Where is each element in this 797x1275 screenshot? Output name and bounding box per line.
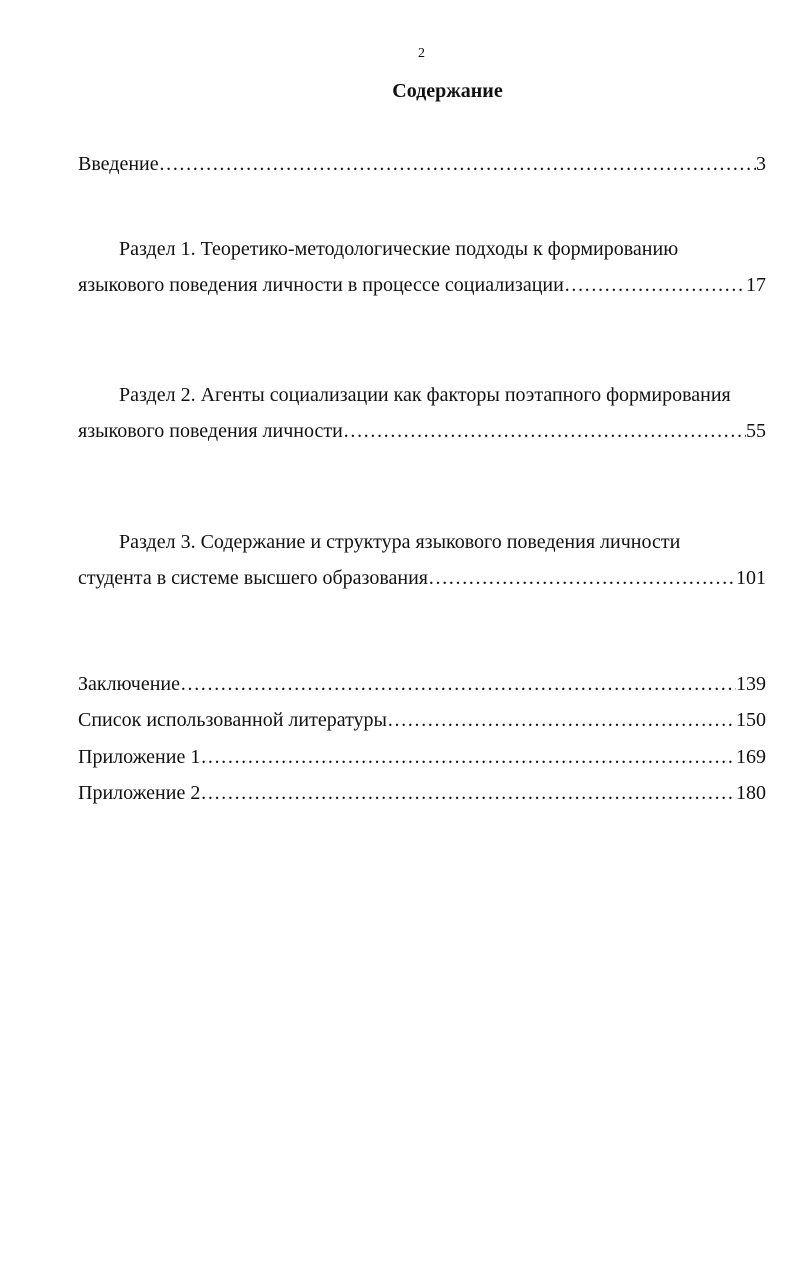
toc-label: студента в системе высшего образования bbox=[78, 567, 428, 589]
toc-heading-line: Раздел 1. Теоретико-методологические подходы к формированию bbox=[119, 238, 679, 260]
page-title: Содержание bbox=[392, 80, 503, 102]
toc-entry-bibliography[interactable] bbox=[78, 702, 766, 738]
toc-dot-leader bbox=[564, 267, 746, 303]
toc-entry-section-1[interactable] bbox=[78, 231, 766, 303]
toc-dot-leader bbox=[180, 666, 736, 702]
toc-label: Введение bbox=[78, 153, 159, 175]
toc-line bbox=[78, 666, 766, 702]
page-number: 2 bbox=[418, 46, 425, 61]
toc-line bbox=[78, 560, 766, 596]
toc-heading-line: Раздел 3. Содержание и структура языкового поведения личности bbox=[119, 531, 681, 553]
toc-dot-leader bbox=[159, 146, 756, 182]
toc-line bbox=[78, 739, 766, 775]
toc-page-number: 55 bbox=[746, 420, 766, 442]
toc-dot-leader bbox=[200, 739, 736, 775]
toc-heading-line: Раздел 2. Агенты социализации как факторы поэтапного формирования bbox=[119, 384, 731, 406]
toc-entry-section-2[interactable] bbox=[78, 377, 766, 449]
toc-label: Приложение 1 bbox=[78, 746, 201, 768]
toc-entry-introduction[interactable] bbox=[78, 146, 766, 182]
toc-label: языкового поведения личности bbox=[78, 420, 343, 442]
toc-line bbox=[78, 775, 766, 811]
toc-label: Заключение bbox=[78, 673, 180, 695]
toc-dot-leader bbox=[343, 413, 746, 449]
toc-page-number: 150 bbox=[736, 709, 766, 731]
toc-page-number: 169 bbox=[736, 746, 766, 768]
toc-page-number: 180 bbox=[736, 782, 766, 804]
toc-line bbox=[78, 702, 766, 738]
toc-entry-conclusion[interactable] bbox=[78, 666, 766, 702]
toc-label: Приложение 2 bbox=[78, 782, 201, 804]
toc-dot-leader bbox=[200, 775, 736, 811]
toc-line bbox=[78, 146, 766, 182]
toc-line bbox=[78, 267, 766, 303]
toc-entry-section-3[interactable] bbox=[78, 524, 766, 596]
toc-page-number: 3 bbox=[756, 153, 766, 175]
toc-line bbox=[78, 413, 766, 449]
toc-page-number: 17 bbox=[746, 274, 766, 296]
toc-entry-appendix-2[interactable] bbox=[78, 775, 766, 811]
toc-dot-leader bbox=[428, 560, 736, 596]
toc-page-number: 139 bbox=[736, 673, 766, 695]
toc-dot-leader bbox=[387, 702, 736, 738]
toc-entry-appendix-1[interactable] bbox=[78, 739, 766, 775]
toc-label: Список использованной литературы bbox=[78, 709, 387, 731]
toc-label: языкового поведения личности в процессе социализации bbox=[78, 274, 564, 296]
toc-page-number: 101 bbox=[736, 567, 766, 589]
